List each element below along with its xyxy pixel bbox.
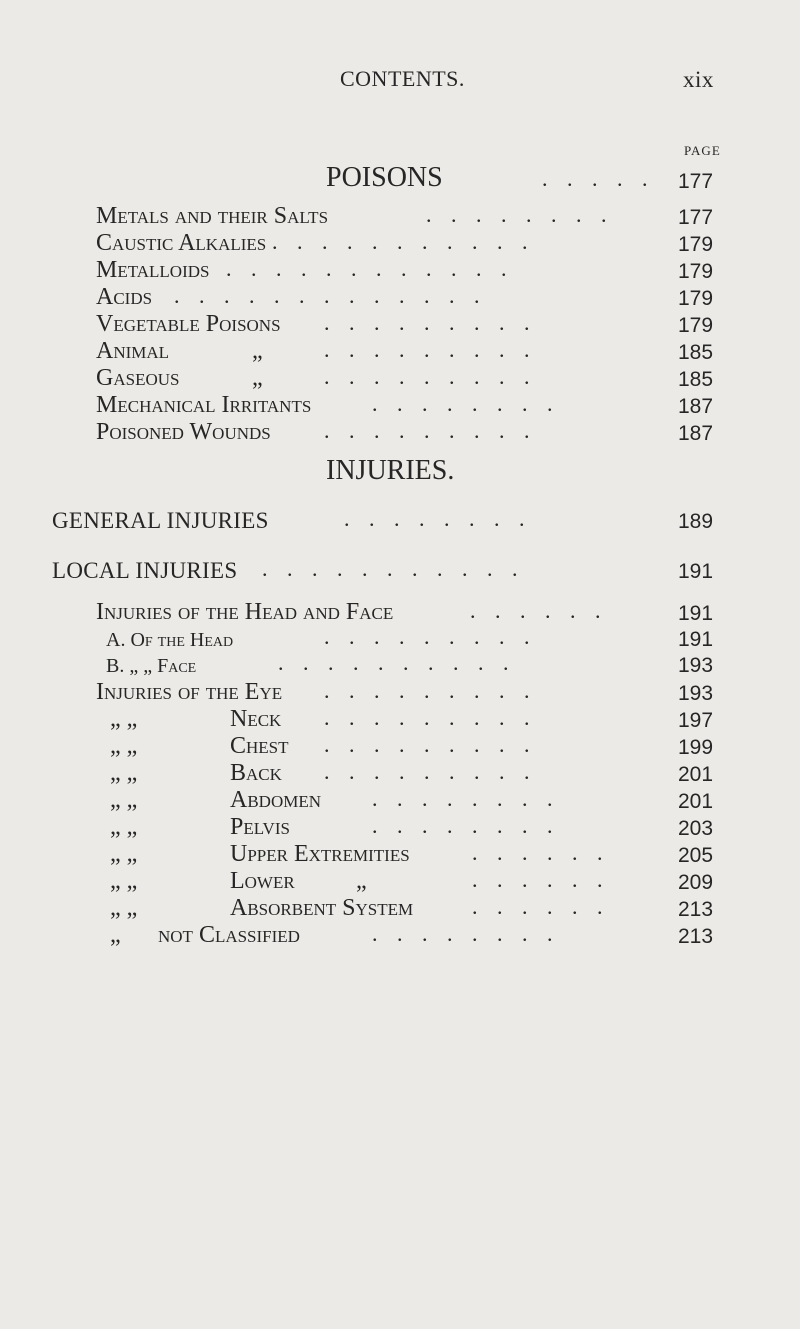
entry-label: A. Of the Head bbox=[106, 629, 234, 651]
ditto-mark: „ „ bbox=[110, 868, 138, 894]
leader-dots: ........ bbox=[372, 786, 572, 811]
toc-entry bbox=[0, 813, 800, 843]
leader-dots: ........ bbox=[426, 202, 626, 227]
entry-label: Acids bbox=[96, 284, 153, 310]
section-heading-injuries: INJURIES. bbox=[326, 455, 455, 486]
entry-label: Mechanical Irritants bbox=[96, 392, 312, 418]
toc-entry bbox=[0, 310, 800, 340]
toc-entry bbox=[0, 229, 800, 259]
entry-label: Absorbent System bbox=[230, 895, 414, 921]
entry-label: B. „ „ Face bbox=[106, 655, 197, 677]
toc-entry bbox=[0, 202, 800, 232]
entry-label: Caustic Alkalies bbox=[96, 230, 267, 256]
entry-label: Animal „ bbox=[96, 338, 263, 364]
toc-entry bbox=[0, 337, 800, 367]
toc-entry bbox=[0, 418, 800, 448]
toc-entry bbox=[0, 256, 800, 286]
leader-dots: ......... bbox=[324, 678, 549, 703]
toc-entry bbox=[0, 283, 800, 313]
entry-label: Upper Extremities bbox=[230, 841, 410, 867]
page-number: 187 bbox=[678, 395, 714, 418]
entry-label: GENERAL INJURIES bbox=[52, 508, 269, 533]
toc-entry bbox=[0, 921, 800, 951]
page-number: 189 bbox=[678, 510, 714, 533]
page-number: 185 bbox=[678, 341, 714, 364]
ditto-mark: „ bbox=[356, 868, 367, 894]
entry-label: Vegetable Poisons bbox=[96, 311, 281, 337]
toc-entry bbox=[0, 678, 800, 708]
leader-dots: ........ bbox=[372, 813, 572, 838]
entry-label: Injuries of the Eye bbox=[96, 679, 283, 705]
entry-label: Metals and their Salts bbox=[96, 203, 329, 229]
leader-dots: ......... bbox=[324, 364, 549, 389]
page-number: 201 bbox=[678, 790, 714, 813]
toc-entry bbox=[0, 650, 800, 680]
page-number: 193 bbox=[678, 682, 714, 705]
entry-label: Neck bbox=[230, 706, 282, 732]
page-number: 197 bbox=[678, 709, 714, 732]
page-number: 179 bbox=[678, 314, 714, 337]
ditto-mark: „ „ bbox=[110, 895, 138, 921]
toc-entry bbox=[0, 894, 800, 924]
toc-entry-local-injuries bbox=[0, 552, 800, 586]
entry-label: Back bbox=[230, 760, 282, 786]
entry-label: Injuries of the Head and Face bbox=[96, 599, 394, 625]
page-number: 213 bbox=[678, 898, 714, 921]
leader-dots: .......... bbox=[278, 650, 528, 675]
leader-dots: ............ bbox=[226, 256, 526, 281]
ditto-mark: „ bbox=[110, 922, 121, 948]
entry-label: Lower bbox=[230, 868, 295, 894]
page-number: 201 bbox=[678, 763, 714, 786]
page-number: 191 bbox=[678, 560, 714, 583]
entry-label: Gaseous „ bbox=[96, 365, 263, 391]
page-number: 199 bbox=[678, 736, 714, 759]
toc-entry bbox=[0, 364, 800, 394]
ditto-mark: „ „ bbox=[110, 841, 138, 867]
entry-label: Metalloids bbox=[96, 257, 210, 283]
leader-dots: ...... bbox=[472, 840, 622, 865]
page-number: 193 bbox=[678, 654, 714, 677]
running-head-page-number: xix bbox=[683, 67, 714, 92]
page-number: 187 bbox=[678, 422, 714, 445]
page-number: 185 bbox=[678, 368, 714, 391]
ditto-mark: „ „ bbox=[110, 760, 138, 786]
running-head-title: CONTENTS. bbox=[340, 66, 465, 91]
leader-dots: ...... bbox=[472, 894, 622, 919]
section-row-poisons bbox=[0, 162, 800, 196]
toc-entry bbox=[0, 867, 800, 897]
toc-entry-general-injuries bbox=[0, 502, 800, 536]
page-number: 203 bbox=[678, 817, 714, 840]
ditto-mark: „ bbox=[252, 365, 263, 391]
page-number: 179 bbox=[678, 287, 714, 310]
leader-dots: ......... bbox=[324, 732, 549, 757]
page-number: 209 bbox=[678, 871, 714, 894]
page-number: 191 bbox=[678, 602, 714, 625]
leader-dots: ............. bbox=[174, 283, 499, 308]
page-number: 179 bbox=[678, 233, 714, 256]
entry-label: Pelvis bbox=[230, 814, 290, 840]
entry-label: Abdomen bbox=[230, 787, 322, 813]
page-column-label: PAGE bbox=[684, 143, 721, 158]
entry-label: Poisoned Wounds bbox=[96, 419, 271, 445]
ditto-mark: „ bbox=[252, 338, 263, 364]
toc-entry bbox=[0, 732, 800, 762]
leader-dots: ........... bbox=[262, 556, 537, 581]
leader-dots: ......... bbox=[324, 310, 549, 335]
toc-entry bbox=[0, 705, 800, 735]
leader-dots: ...... bbox=[472, 867, 622, 892]
leader-dots: ......... bbox=[324, 337, 549, 362]
ditto-mark: „ „ bbox=[110, 814, 138, 840]
leader-dots: ......... bbox=[324, 624, 549, 649]
page-number: 191 bbox=[678, 628, 714, 651]
entry-label: Chest bbox=[230, 733, 289, 759]
leader-dots: ...... bbox=[470, 598, 620, 623]
leader-dots: ......... bbox=[324, 705, 549, 730]
entry-label: not Classified bbox=[158, 922, 300, 948]
toc-entry bbox=[0, 786, 800, 816]
section-heading-poisons: POISONS bbox=[326, 162, 443, 193]
toc-entry bbox=[0, 759, 800, 789]
leader-dots: ..... bbox=[542, 166, 667, 191]
leader-dots: ......... bbox=[324, 759, 549, 784]
leader-dots: ........ bbox=[344, 506, 544, 531]
entry-label: LOCAL INJURIES bbox=[52, 558, 238, 583]
ditto-mark: „ „ bbox=[110, 787, 138, 813]
toc-entry bbox=[0, 840, 800, 870]
leader-dots: ........ bbox=[372, 921, 572, 946]
page-number: 213 bbox=[678, 925, 714, 948]
leader-dots: ........... bbox=[272, 229, 547, 254]
toc-entry bbox=[0, 391, 800, 421]
page-number: 179 bbox=[678, 260, 714, 283]
page-number: 177 bbox=[678, 206, 714, 229]
leader-dots: ........ bbox=[372, 391, 572, 416]
page-number: 205 bbox=[678, 844, 714, 867]
ditto-mark: „ „ bbox=[110, 733, 138, 759]
page-number: 177 bbox=[678, 170, 714, 193]
ditto-mark: „ „ bbox=[110, 706, 138, 732]
leader-dots: ......... bbox=[324, 418, 549, 443]
